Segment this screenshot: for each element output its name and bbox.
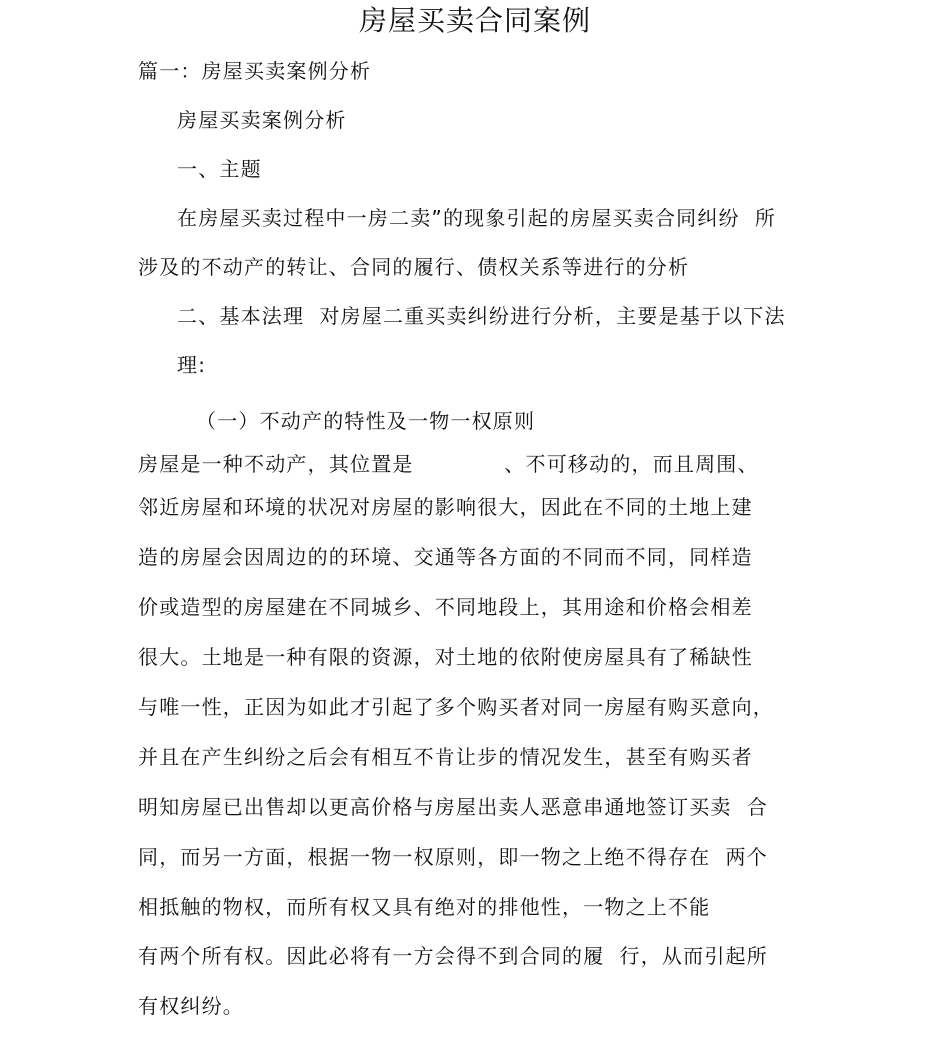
paragraph-line: 造的房屋会因周边的的环境、交通等各方面的不同而不同，同样造 xyxy=(138,545,753,569)
paragraph-line: 有权纠纷。 xyxy=(138,994,244,1018)
paragraph-line: 在房屋买卖过程中一房二卖”的现象引起的房屋买卖合同纠纷 所 xyxy=(177,206,777,230)
paragraph-line: 涉及的不动产的转让、合同的履行、债权关系等进行的分析 xyxy=(138,255,690,279)
paragraph-line: 二、基本法理 对房屋二重买卖纠纷进行分析，主要是基于以下法 xyxy=(177,304,786,328)
subsection-heading: 房屋买卖案例分析 xyxy=(177,108,347,132)
paragraph-line: 邻近房屋和环境的状况对房屋的影响很大，因此在不同的土地上建 xyxy=(138,495,753,519)
paragraph-line: 与唯一性，正因为如此才引起了多个购买者对同一房屋有购买意向， xyxy=(138,695,774,719)
paragraph-line: 价或造型的房屋建在不同城乡、不同地段上，其用途和价格会相差 xyxy=(138,595,753,619)
section-heading: 篇一：房屋买卖案例分析 xyxy=(138,59,372,83)
paragraph-line: 相抵触的物权，而所有权又具有绝对的排他性，一物之上不能 xyxy=(138,895,711,919)
paragraph-line: 同，而另一方面，根据一物一权原则，即一物之上绝不得存在 两个 xyxy=(138,845,768,869)
paragraph-line: 房屋是一种不动产，其位置是 、不可移动的，而且周围、 xyxy=(138,452,759,476)
paragraph-line: 明知房屋已出售却以更高价格与房屋出卖人恶意串通地签订买卖 合 xyxy=(138,795,768,819)
paragraph-line: 并且在产生纠纷之后会有相互不肯让步的情况发生，甚至有购买者 xyxy=(138,745,753,769)
topic-heading: 一、主题 xyxy=(177,157,262,181)
document-title: 房屋买卖合同案例 xyxy=(358,4,591,37)
paragraph-line: 理: xyxy=(177,353,207,377)
principle-heading: （一）不动产的特性及一物一权原则 xyxy=(196,409,536,433)
paragraph-line: 很大。土地是一种有限的资源，对土地的依附使房屋具有了稀缺性 xyxy=(138,645,753,669)
paragraph-line: 有两个所有权。因此必将有一方会得不到合同的履 行，从而引起所 xyxy=(138,944,768,968)
